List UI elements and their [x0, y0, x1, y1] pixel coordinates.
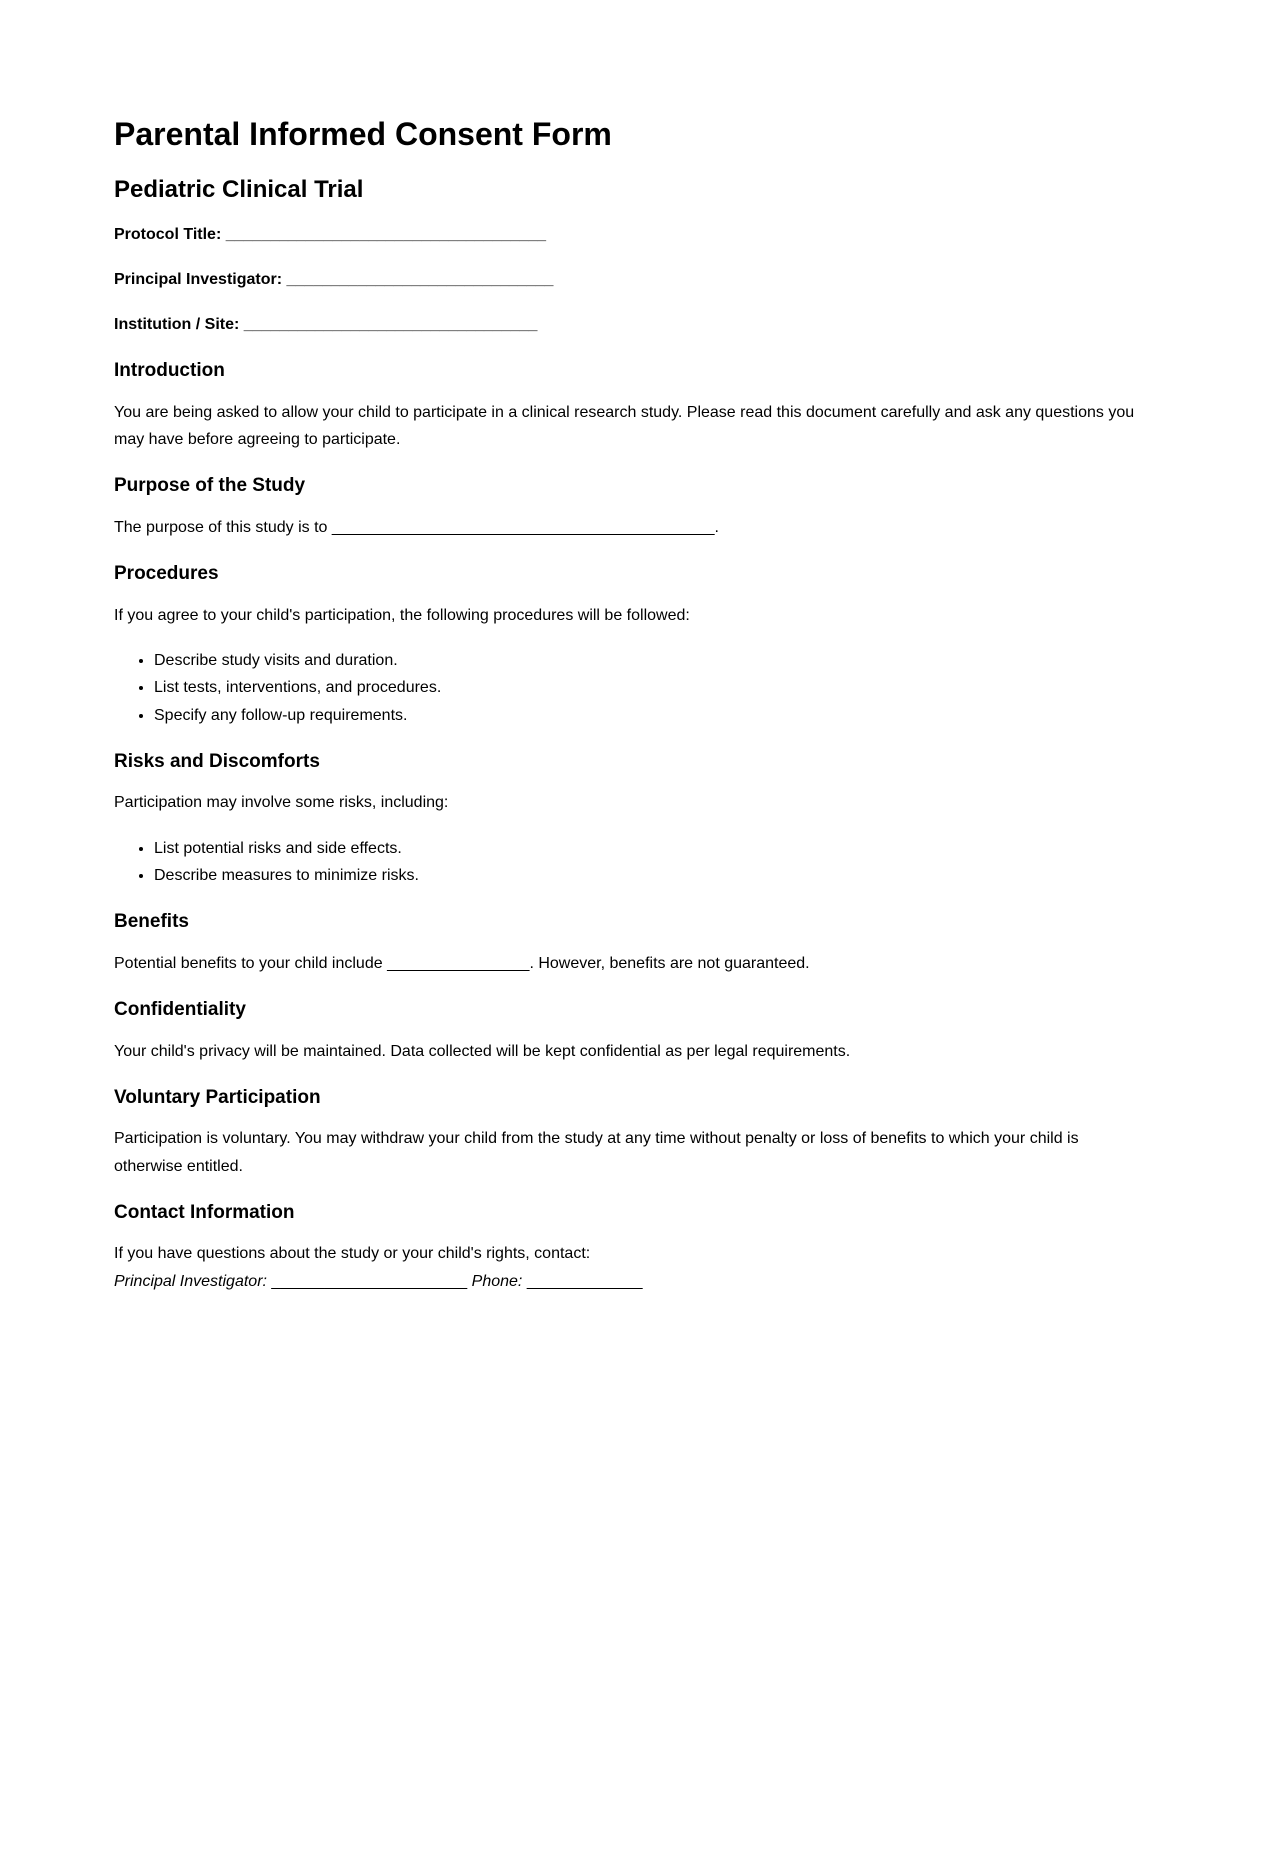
purpose-blank: ___________________________________________ [331, 519, 715, 537]
list-item: • Specify any follow-up requirements. [154, 702, 1149, 729]
principal-investigator-field [114, 266, 1149, 293]
section-heading: Contact Information [114, 1201, 295, 1223]
section-text: Participation is voluntary. You may withdraw your child from the study at any time without penalty or loss of benefits to which your child is otherwise entitled. [114, 1130, 1079, 1175]
institution-site-field [114, 311, 1149, 338]
institution-site-label: Institution / Site: [114, 316, 240, 334]
list-item: • Describe study visits and duration. [154, 647, 1149, 674]
section-text [114, 514, 1149, 541]
section-heading: Risks and Discomforts [114, 750, 320, 772]
page-subtitle: Pediatric Clinical Trial [114, 175, 364, 203]
section-heading: Procedures [114, 563, 219, 585]
contact-phone-label: Phone: [471, 1272, 523, 1290]
benefits-blank: ________________ [387, 954, 530, 972]
protocol-title-label: Protocol Title: [114, 225, 222, 243]
section-text: If you agree to your child's participation, the following procedures will be followed: [114, 606, 690, 624]
section-heading: Voluntary Participation [114, 1086, 321, 1108]
protocol-title-blank: ____________________________________ [225, 225, 547, 243]
section-text [114, 950, 1149, 977]
section-text: Participation may involve some risks, including: [114, 794, 449, 812]
section-contact-information [114, 1201, 1149, 1295]
risks-list [114, 835, 1149, 889]
benefits-text-after: . However, benefits are not guaranteed. [529, 954, 810, 972]
page-title: Parental Informed Consent Form [114, 116, 612, 152]
section-procedures [114, 562, 1149, 728]
section-heading: Benefits [114, 910, 189, 932]
benefits-text-before: Potential benefits to your child include [114, 954, 383, 972]
purpose-text-after: . [714, 519, 719, 537]
list-item: • List potential risks and side effects. [154, 835, 1149, 862]
section-heading: Confidentiality [114, 998, 246, 1020]
institution-site-blank: _________________________________ [243, 316, 538, 334]
principal-investigator-label: Principal Investigator: [114, 270, 283, 288]
section-risks [114, 750, 1149, 889]
section-benefits [114, 910, 1149, 977]
section-text: You are being asked to allow your child to participate in a clinical research study. Please read this document carefully and ask any questions you may have before agreeing to participate. [114, 404, 1135, 449]
protocol-title-field [114, 221, 1149, 248]
section-purpose [114, 474, 1149, 541]
procedures-list [114, 647, 1149, 729]
section-introduction [114, 359, 1149, 453]
section-text: Your child's privacy will be maintained. Data collected will be kept confidential as per legal requirements. [114, 1042, 851, 1060]
contact-text: If you have questions about the study or your child's rights, contact: [114, 1245, 591, 1263]
principal-investigator-blank: ______________________________ [286, 270, 554, 288]
section-voluntary-participation [114, 1086, 1149, 1180]
contact-pi-blank: ______________________ [271, 1272, 468, 1290]
list-item: • List tests, interventions, and procedures. [154, 674, 1149, 701]
section-heading: Purpose of the Study [114, 475, 306, 497]
section-confidentiality [114, 998, 1149, 1065]
contact-phone-blank: _____________ [526, 1272, 643, 1290]
section-heading: Introduction [114, 360, 225, 382]
section-text [114, 1240, 1149, 1294]
purpose-text-before: The purpose of this study is to [114, 519, 328, 537]
list-item: • Describe measures to minimize risks. [154, 862, 1149, 889]
contact-pi-label: Principal Investigator: [114, 1272, 267, 1290]
